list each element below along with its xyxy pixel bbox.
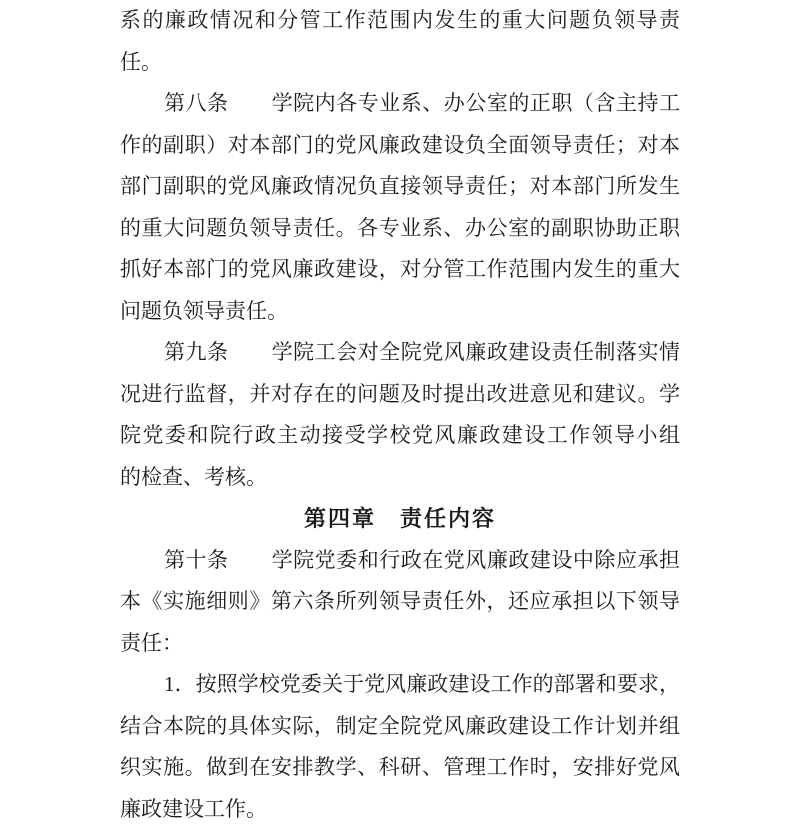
text-line: 1．按照学校党委关于党风廉政建设工作的部署和要求， [164,672,680,696]
text-line: 作的副职）对本部门的党风廉政建设负全面领导责任；对本 [120,132,680,157]
text-line: 系的廉政情况和分管工作范围内发生的重大问题负领导责 [120,8,680,32]
text-line: 况进行监督，并对存在的问题及时提出改进意见和建议。学 [120,381,680,406]
text-line: 结合本院的具体实际，制定全院党风廉政建设工作计划并组 [120,713,680,738]
text-line: 第九条 学院工会对全院党风廉政建设责任制落实情 [164,340,680,364]
text-line: 部门副职的党风廉政情况负直接领导责任；对本部门所发生 [120,174,680,198]
text-line: 院党委和院行政主动接受学校党风廉政建设工作领导小组 [120,423,680,447]
text-line: 问题负领导责任。 [120,298,288,323]
chapter-heading: 第四章 责任内容 [303,506,496,531]
text-line: 的检查、考核。 [120,464,267,489]
text-line: 第八条 学院内各专业系、办公室的正职（含主持工 [164,91,680,115]
text-line: 的重大问题负领导责任。各专业系、办公室的副职协助正职 [120,215,680,240]
text-line: 责任： [120,630,183,655]
text-line: 本《实施细则》第六条所列领导责任外，还应承担以下领导 [120,589,680,613]
document-text [120,0,680,830]
text-line: 任。 [120,49,162,74]
text-line: 廉政建设工作。 [120,796,267,821]
text-line: 织实施。做到在安排教学、科研、管理工作时，安排好党风 [120,755,680,779]
text-line: 第十条 学院党委和行政在党风廉政建设中除应承担 [164,547,680,572]
text-line: 抓好本部门的党风廉政建设，对分管工作范围内发生的重大 [120,257,680,281]
